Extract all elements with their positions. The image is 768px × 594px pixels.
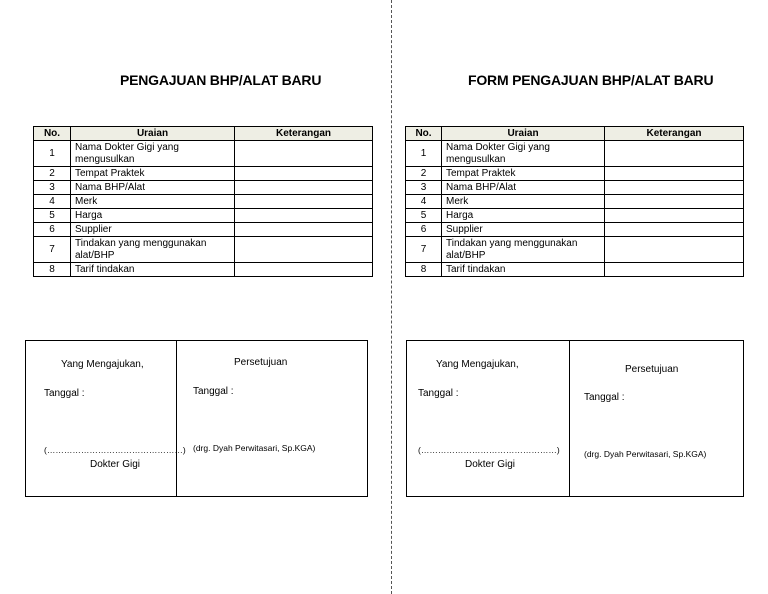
approval-label: Persetujuan: [234, 357, 288, 368]
table-row: [406, 237, 744, 263]
row-no: 4: [34, 195, 71, 209]
approval-label: Persetujuan: [625, 364, 679, 375]
approver-name: (drg. Dyah Perwitasari, Sp.KGA): [193, 443, 316, 453]
table-row: [406, 167, 744, 181]
applicant-label: Yang Mengajukan,: [436, 359, 519, 370]
applicant-label: Yang Mengajukan,: [61, 359, 144, 370]
applicant-role: Dokter Gigi: [90, 459, 141, 470]
row-keterangan-field[interactable]: [605, 263, 744, 277]
row-uraian: Tindakan yang menggunakan alat/BHP: [71, 237, 235, 263]
row-uraian: Merk: [71, 195, 235, 209]
table-row: [34, 167, 373, 181]
row-uraian: Supplier: [442, 223, 605, 237]
form-title: PENGAJUAN BHP/ALAT BARU: [120, 72, 322, 88]
header-no: No.: [406, 127, 442, 141]
row-keterangan-field[interactable]: [605, 223, 744, 237]
row-keterangan-field[interactable]: [235, 181, 373, 195]
approver-name: (drg. Dyah Perwitasari, Sp.KGA): [584, 449, 707, 459]
row-uraian: Supplier: [71, 223, 235, 237]
row-no: 8: [34, 263, 71, 277]
applicant-signature-blank[interactable]: (…………………………………………): [44, 445, 186, 455]
row-keterangan-field[interactable]: [235, 263, 373, 277]
table-row: [34, 195, 373, 209]
row-uraian: Tarif tindakan: [442, 263, 605, 277]
row-no: 5: [34, 209, 71, 223]
row-keterangan-field[interactable]: [605, 195, 744, 209]
table-row: [406, 223, 744, 237]
table-header-row: [34, 127, 373, 141]
row-no: 7: [406, 237, 442, 263]
table-row: [34, 263, 373, 277]
table-row: [406, 181, 744, 195]
table-row: [34, 141, 373, 167]
table-row: [34, 181, 373, 195]
row-no: 3: [406, 181, 442, 195]
row-uraian: Harga: [71, 209, 235, 223]
row-no: 2: [34, 167, 71, 181]
row-no: 4: [406, 195, 442, 209]
row-uraian: Nama Dokter Gigi yang mengusulkan: [442, 141, 605, 167]
applicant-date-label: Tanggal :: [44, 388, 85, 399]
signature-divider: [569, 341, 570, 496]
row-uraian: Nama BHP/Alat: [442, 181, 605, 195]
row-no: 8: [406, 263, 442, 277]
row-uraian: Tindakan yang menggunakan alat/BHP: [442, 237, 605, 263]
applicant-role: Dokter Gigi: [465, 459, 516, 470]
header-uraian: Uraian: [71, 127, 235, 141]
table-row: [406, 263, 744, 277]
row-keterangan-field[interactable]: [235, 141, 373, 167]
row-no: 5: [406, 209, 442, 223]
row-no: 7: [34, 237, 71, 263]
row-no: 1: [34, 141, 71, 167]
form-panel-right: [392, 0, 768, 594]
table-row: [406, 195, 744, 209]
signature-box: [25, 340, 368, 497]
header-uraian: Uraian: [442, 127, 605, 141]
row-keterangan-field[interactable]: [235, 223, 373, 237]
header-keterangan: Keterangan: [605, 127, 744, 141]
table-row: [406, 209, 744, 223]
row-keterangan-field[interactable]: [235, 195, 373, 209]
row-keterangan-field[interactable]: [605, 237, 744, 263]
row-uraian: Tarif tindakan: [71, 263, 235, 277]
row-uraian: Tempat Praktek: [442, 167, 605, 181]
applicant-signature-blank[interactable]: (…………………………………………): [418, 445, 560, 455]
row-keterangan-field[interactable]: [235, 167, 373, 181]
row-no: 6: [34, 223, 71, 237]
row-no: 1: [406, 141, 442, 167]
table-row: [34, 237, 373, 263]
row-uraian: Merk: [442, 195, 605, 209]
table-header-row: [406, 127, 744, 141]
header-no: No.: [34, 127, 71, 141]
row-keterangan-field[interactable]: [235, 209, 373, 223]
approval-date-label: Tanggal :: [193, 386, 234, 397]
table-row: [34, 209, 373, 223]
row-uraian: Harga: [442, 209, 605, 223]
form-title: FORM PENGAJUAN BHP/ALAT BARU: [468, 72, 714, 88]
row-uraian: Tempat Praktek: [71, 167, 235, 181]
signature-box: [406, 340, 744, 497]
approval-date-label: Tanggal :: [584, 392, 625, 403]
form-table: [33, 126, 373, 277]
row-no: 3: [34, 181, 71, 195]
applicant-date-label: Tanggal :: [418, 388, 459, 399]
row-uraian: Nama BHP/Alat: [71, 181, 235, 195]
form-table: [405, 126, 744, 277]
row-no: 6: [406, 223, 442, 237]
row-keterangan-field[interactable]: [235, 237, 373, 263]
row-keterangan-field[interactable]: [605, 209, 744, 223]
row-no: 2: [406, 167, 442, 181]
row-keterangan-field[interactable]: [605, 167, 744, 181]
table-row: [406, 141, 744, 167]
row-uraian: Nama Dokter Gigi yang mengusulkan: [71, 141, 235, 167]
row-keterangan-field[interactable]: [605, 181, 744, 195]
signature-divider: [176, 341, 177, 496]
header-keterangan: Keterangan: [235, 127, 373, 141]
table-row: [34, 223, 373, 237]
row-keterangan-field[interactable]: [605, 141, 744, 167]
